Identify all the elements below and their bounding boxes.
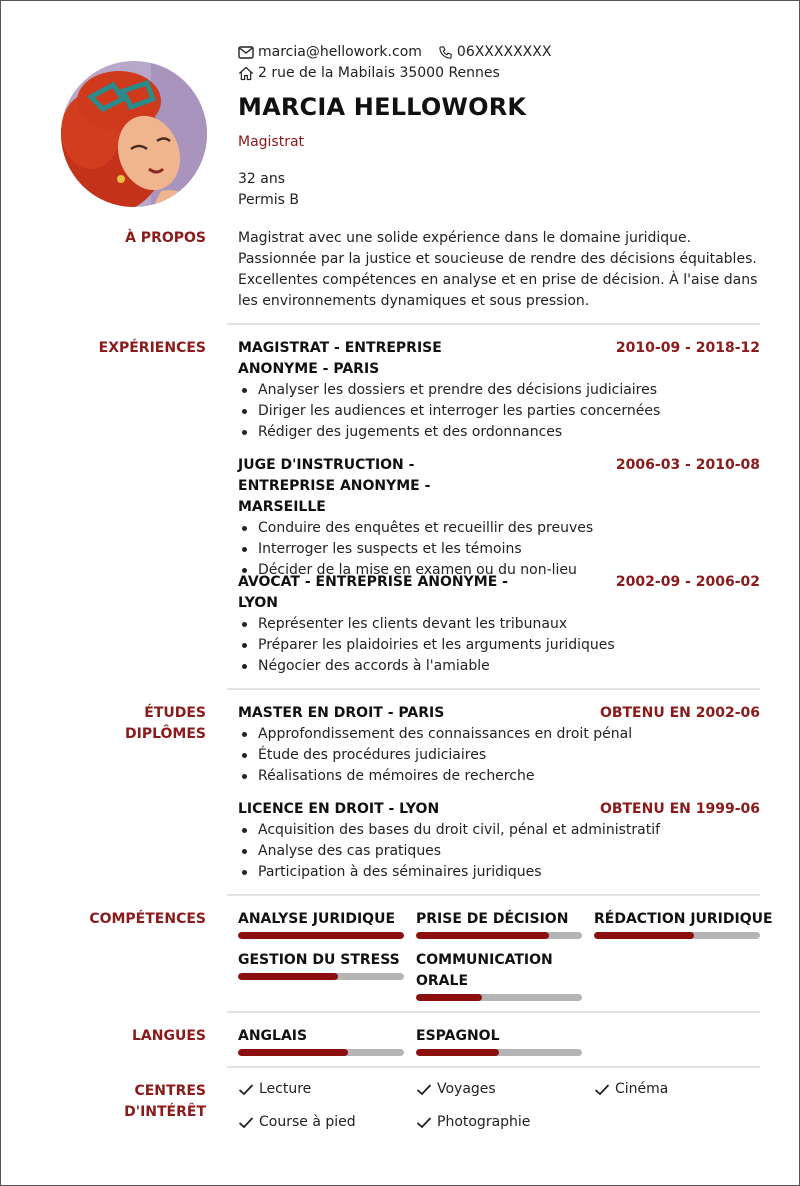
interest-item <box>238 1081 311 1097</box>
section-label-studies-line1: ÉTUDES <box>144 705 206 721</box>
section-label-studies-line2: DIPLÔMES <box>125 726 206 742</box>
checkmark-icon <box>238 1083 254 1096</box>
interest-label: Lecture <box>259 1081 312 1097</box>
skill-item <box>416 909 582 939</box>
full-name: MARCIA HELLOWORK <box>238 93 527 121</box>
list-item: Réalisations de mémoires de recherche <box>238 766 760 787</box>
skill-level-fill <box>238 973 338 980</box>
section-label-skills: COMPÉTENCES <box>89 911 206 927</box>
list-item: Acquisition des bases du droit civil, pénal et administratif <box>238 820 760 841</box>
list-item: Représenter les clients devant les tribunaux <box>238 614 760 635</box>
envelope-icon <box>238 46 254 59</box>
experience-entry <box>238 572 760 677</box>
skill-level-bar <box>416 932 582 939</box>
checkmark-icon <box>416 1083 432 1096</box>
skill-item <box>238 950 404 980</box>
skill-level-fill <box>416 932 549 939</box>
list-item: Approfondissement des connaissances en droit pénal <box>238 724 760 745</box>
experience-entry <box>238 338 760 443</box>
checkmark-icon <box>416 1116 432 1129</box>
section-label-experiences: EXPÉRIENCES <box>98 340 206 356</box>
language-name: ESPAGNOL <box>416 1028 500 1044</box>
interest-label: Cinéma <box>615 1081 669 1097</box>
experience-date: 2006-03 - 2010-08 <box>615 457 760 473</box>
phone-icon <box>438 45 453 60</box>
checkmark-icon <box>594 1083 610 1096</box>
about-text: Magistrat avec une solide expérience dans le domaine juridique. Passionnée par la justice et soucieuse de rendre des décisions équitables. Excellentes compétences en analyse et en prise de décision. À l'aise dans les environnements dynamiques et sous pression. <box>238 230 758 309</box>
language-level-fill <box>238 1049 348 1056</box>
list-item: Diriger les audiences et interroger les parties concernées <box>238 401 760 422</box>
checkmark-icon <box>238 1116 254 1129</box>
interest-item <box>416 1114 530 1130</box>
divider <box>227 1011 760 1013</box>
skill-item <box>594 909 773 939</box>
skill-level-bar <box>416 994 582 1001</box>
phone-item[interactable] <box>438 44 552 60</box>
section-label-about: À PROPOS <box>125 230 206 246</box>
interest-label: Course à pied <box>259 1114 356 1130</box>
list-item: Décider de la mise en examen ou du non-lieu <box>238 560 760 581</box>
skill-level-fill <box>594 932 694 939</box>
skill-name: COMMUNICATION ORALE <box>416 952 553 989</box>
interest-label: Voyages <box>437 1081 496 1097</box>
study-entry <box>238 703 760 787</box>
experience-entry <box>238 455 760 581</box>
section-label-interests-line1: CENTRES <box>134 1083 206 1099</box>
list-item: Analyser les dossiers et prendre des décisions judiciaires <box>238 380 760 401</box>
experience-tasks <box>238 614 760 677</box>
list-item: Préparer les plaidoiries et les arguments juridiques <box>238 635 760 656</box>
divider <box>227 894 760 896</box>
interest-label: Photographie <box>437 1114 531 1130</box>
skill-name: GESTION DU STRESS <box>238 952 400 968</box>
study-title: LICENCE EN DROIT - LYON <box>238 801 440 817</box>
driving-license: Permis B <box>238 192 299 208</box>
experience-tasks <box>238 380 760 443</box>
list-item: Négocier des accords à l'amiable <box>238 656 760 677</box>
section-label-interests <box>1 1081 206 1123</box>
experience-title: JUGE D'INSTRUCTION - ENTREPRISE ANONYME - MARSEILLE <box>238 457 431 515</box>
home-icon <box>238 66 254 81</box>
list-item: Analyse des cas pratiques <box>238 841 760 862</box>
list-item: Rédiger des jugements et des ordonnances <box>238 422 760 443</box>
skill-level-fill <box>238 932 404 939</box>
skill-name: RÉDACTION JURIDIQUE <box>594 911 773 927</box>
experience-title: MAGISTRAT - ENTREPRISE ANONYME - PARIS <box>238 340 442 377</box>
study-entry <box>238 799 760 883</box>
divider <box>227 323 760 325</box>
section-label-interests-line2: D'INTÉRÊT <box>124 1104 206 1120</box>
study-date: OBTENU EN 2002-06 <box>599 705 760 721</box>
profile-photo <box>61 61 207 207</box>
study-details <box>238 724 760 787</box>
experience-date: 2010-09 - 2018-12 <box>615 340 760 356</box>
skill-level-bar <box>238 932 404 939</box>
skill-name: ANALYSE JURIDIQUE <box>238 911 396 927</box>
language-level-fill <box>416 1049 499 1056</box>
address-item <box>238 65 500 81</box>
contact-row-2 <box>238 65 516 81</box>
skill-level-bar <box>238 973 404 980</box>
email-text: marcia@hellowork.com <box>258 44 422 60</box>
interest-item <box>238 1114 356 1130</box>
interest-item <box>594 1081 668 1097</box>
list-item: Interroger les suspects et les témoins <box>238 539 760 560</box>
list-item: Étude des procédures judiciaires <box>238 745 760 766</box>
study-title: MASTER EN DROIT - PARIS <box>238 705 445 721</box>
experience-title: AVOCAT - ENTREPRISE ANONYME - LYON <box>238 574 508 611</box>
age: 32 ans <box>238 171 286 187</box>
contact-row-1 <box>238 44 567 60</box>
skill-level-fill <box>416 994 482 1001</box>
phone-text: 06XXXXXXXX <box>456 44 552 60</box>
skill-item <box>238 909 404 939</box>
divider <box>227 688 760 690</box>
avatar-illustration <box>61 61 207 207</box>
language-item <box>416 1026 582 1056</box>
language-item <box>238 1026 404 1056</box>
address-text: 2 rue de la Mabilais 35000 Rennes <box>258 65 500 81</box>
section-label-languages: LANGUES <box>132 1028 206 1044</box>
language-level-bar <box>416 1049 582 1056</box>
list-item: Conduire des enquêtes et recueillir des preuves <box>238 518 760 539</box>
skill-item <box>416 950 582 1001</box>
study-date: OBTENU EN 1999-06 <box>599 801 760 817</box>
study-details <box>238 820 760 883</box>
language-level-bar <box>238 1049 404 1056</box>
interest-item <box>416 1081 496 1097</box>
list-item: Participation à des séminaires juridiques <box>238 862 760 883</box>
email-item[interactable] <box>238 44 422 60</box>
experience-date: 2002-09 - 2006-02 <box>615 574 760 590</box>
section-label-studies <box>1 703 206 745</box>
skill-name: PRISE DE DÉCISION <box>416 911 569 927</box>
skill-level-bar <box>594 932 760 939</box>
language-name: ANGLAIS <box>238 1028 308 1044</box>
divider <box>227 1066 760 1068</box>
job-title: Magistrat <box>238 134 305 150</box>
